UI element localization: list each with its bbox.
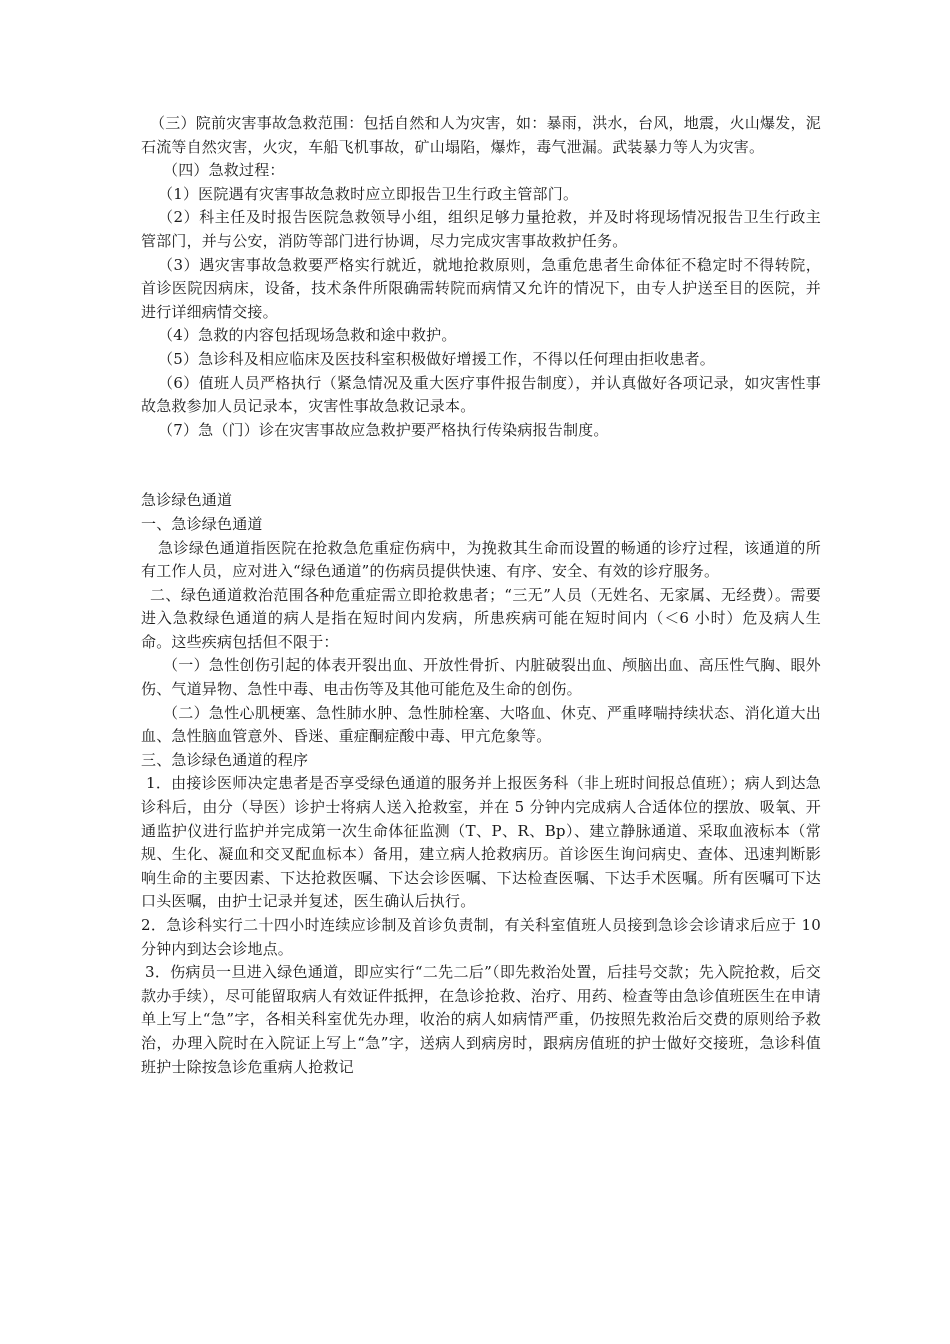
paragraph-disaster-scope: （三）院前灾害事故急救范围：包括自然和人为灾害，如：暴雨，洪水，台风，地震，火山爆发，泥石流等自然灾害，火灾，车船飞机事故，矿山塌陷，爆炸，毒气泄漏。武装暴力等人为灾害。 <box>141 114 821 156</box>
paragraph-treatment-scope: 二、绿色通道救治范围各种危重症需立即抢救患者；“三无”人员（无姓名、无家属、无经费）。需要进入急救绿色通道的病人是指在短时间内发病，所患疾病可能在短时间内（＜6 小时）危及病人生命。这些疾病包括但不限于： <box>141 585 821 651</box>
paragraph-trauma-cases: （一）急性创伤引起的体表开裂出血、开放性骨折、内脏破裂出血、颅脑出血、高压性气胸、眼外伤、气道异物、急性中毒、电击伤等及其他可能危及生命的创伤。 <box>141 656 821 699</box>
paragraph-procedure-1: 1．由接诊医师决定患者是否享受绿色通道的服务并上报医务科（非上班时间报总值班）；病人到达急诊科后，由分（导医）诊护士将病人送入抢救室，并在 5 分钟内完成病人合适体位的摆放、吸氧、开通监护仪进行监护并完成第一次生命体征监测（T、P、R、Bp）、建立静脉通道、采取血液标本（常规、生化、凝血和交叉配血标本）备用，建立病人抢救病历。首诊医生询问病史、查体、迅速判断影响生命的主要因素、下达抢救医嘱、下达会诊医嘱、下达检查医嘱、下达手术医嘱。所有医嘱可下达口头医嘱，由护士记录并复述，医生确认后执行。 <box>141 774 821 911</box>
paragraph-procedure-3: 3．伤病员一旦进入绿色通道，即应实行“二先二后”（即先救治处置，后挂号交款；先入院抢救，后交款办手续），尽可能留取病人有效证件抵押，在急诊抢救、治疗、用药、检查等由急诊值班医生在申请单上写上“急”字，各相关科室优先办理，收治的病人如病情严重，仍按照先救治后交费的原则给予救治，办理入院时在入院证上写上“急”字，送病人到病房时，跟病房值班的护士做好交接班，急诊科值班护士除按急诊危重病人抢救记 <box>141 963 821 1076</box>
paragraph-procedure-2: 2．急诊科实行二十四小时连续应诊制及首诊负责制，有关科室值班人员接到急诊会诊请求后应于 10 分钟内到达会诊地点。 <box>141 916 821 958</box>
paragraph-step-7: （7）急（门）诊在灾害事故应急救护要严格执行传染病报告制度。 <box>158 420 609 439</box>
paragraph-green-channel-definition: 急诊绿色通道指医院在抢救急危重症伤病中，为挽救其生命而设置的畅通的诊疗过程，该通道的所有工作人员，应对进入“绿色通道”的伤病员提供快速、有序、安全、有效的诊疗服务。 <box>141 538 821 581</box>
paragraph-step-3: （3）遇灾害事故急救要严格实行就近，就地抢救原则，急重危患者生命体征不稳定时不得转院，首诊医院因病床，设备，技术条件所限确需转院而病情又允许的情况下，由专人护送至目的医院，并进行详细病情交接。 <box>141 255 821 321</box>
paragraph-rescue-process-heading: （四）急救过程： <box>163 161 285 180</box>
section-title-green-channel: 急诊绿色通道 <box>141 491 233 510</box>
paragraph-step-6: （6）值班人员严格执行（紧急情况及重大医疗事件报告制度），并认真做好各项记录，如灾害性事故急救参加人员记录本，灾害性事故急救记录本。 <box>141 373 821 416</box>
paragraph-acute-disease-cases: （二）急性心肌梗塞、急性肺水肿、急性肺栓塞、大咯血、休克、严重哮喘持续状态、消化道大出血、急性脑血管意外、昏迷、重症酮症酸中毒、甲亢危象等。 <box>141 703 821 746</box>
heading-green-channel: 一、急诊绿色通道 <box>141 514 263 533</box>
paragraph-step-4: （4）急救的内容包括现场急救和途中救护。 <box>158 326 457 345</box>
paragraph-step-5: （5）急诊科及相应临床及医技科室积极做好增援工作，不得以任何理由拒收患者。 <box>158 349 715 368</box>
document-page <box>141 112 821 1079</box>
paragraph-step-1: （1）医院遇有灾害事故急救时应立即报告卫生行政主管部门。 <box>158 184 579 203</box>
section-spacer <box>141 442 821 489</box>
heading-procedure: 三、急诊绿色通道的程序 <box>141 750 309 769</box>
paragraph-step-2: （2）科主任及时报告医院急救领导小组，组织足够力量抢救，并及时将现场情况报告卫生行政主管部门，并与公安，消防等部门进行协调，尽力完成灾害事故救护任务。 <box>141 208 821 250</box>
